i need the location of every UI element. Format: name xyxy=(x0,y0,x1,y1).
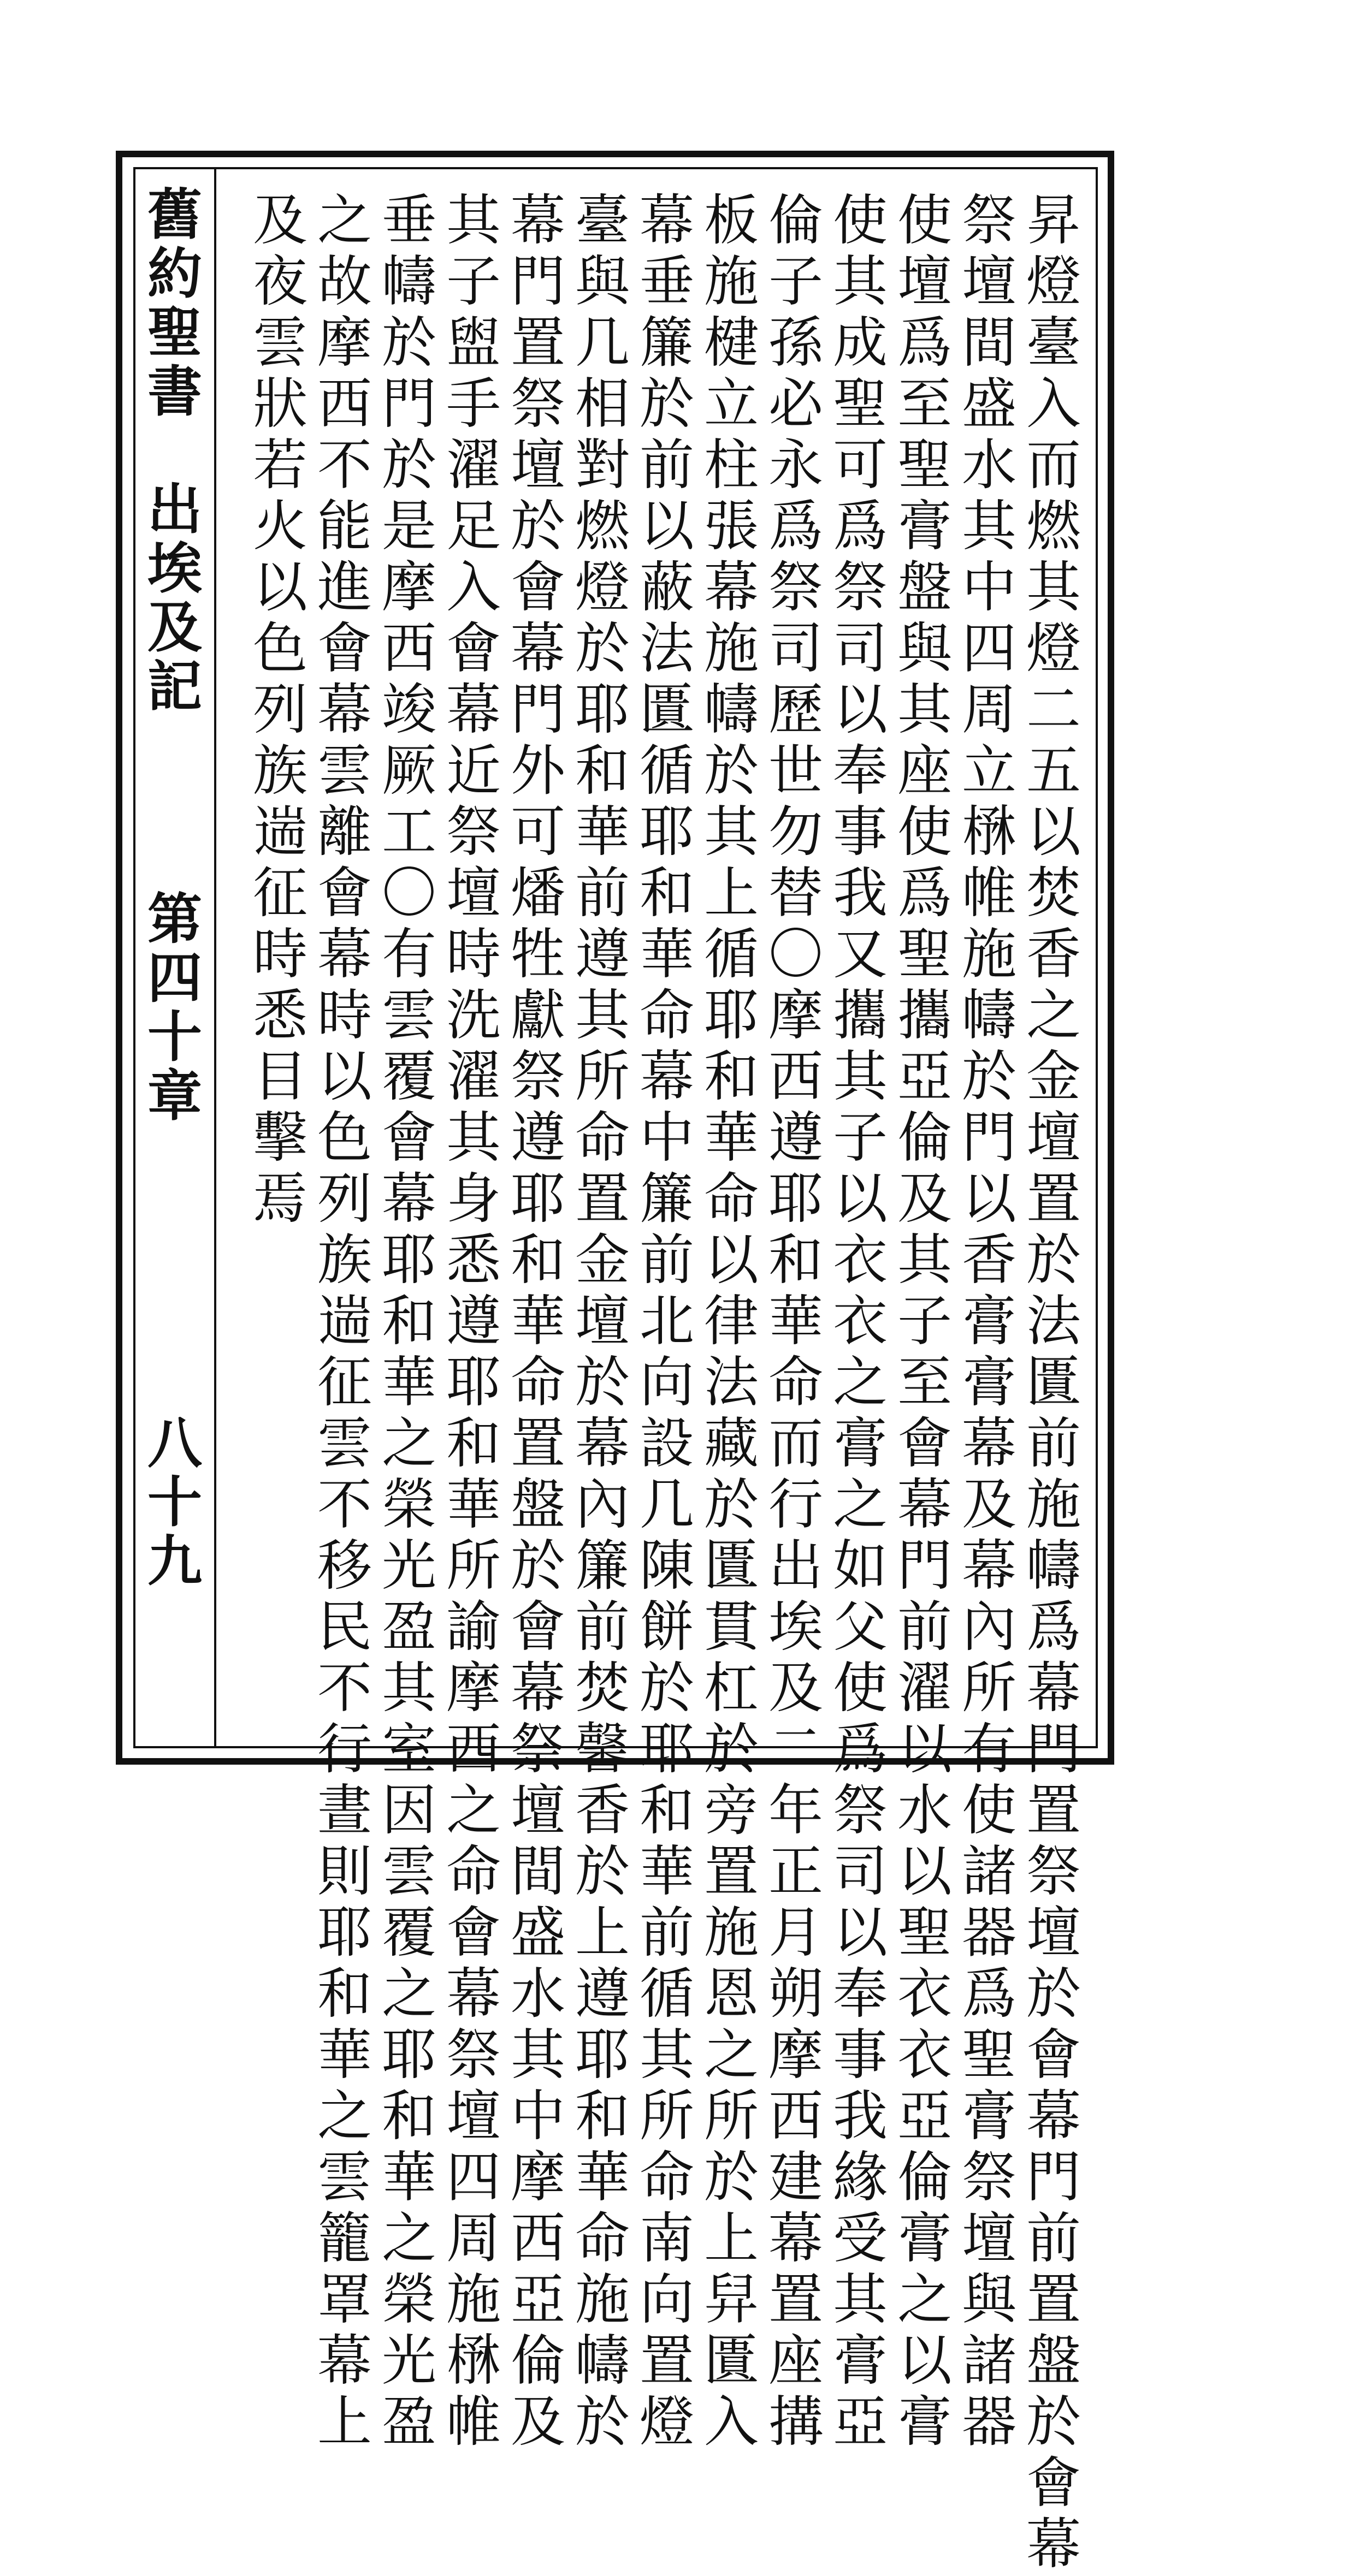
text-column-13: 及夜雲狀若火以色列族遄征時悉目擊焉 xyxy=(244,191,308,1231)
text-column-1: 昇燈臺入而燃其燈二五以焚香之金壇置於法匱前施幬爲幕門置祭壇於會幕門前置盤於會幕 xyxy=(1017,191,1081,2576)
text-column-8: 臺與几相對燃燈於耶和華前遵其所命置金壇於幕內簾前焚馨香於上遵耶和華命施幬於 xyxy=(566,191,630,2454)
text-column-5: 倫子孫必永爲祭司歷世勿替〇摩西遵耶和華命而行出埃及二年正月朔摩西建幕置座搆 xyxy=(759,191,823,2454)
text-column-4: 使其成聖可爲祭司以奉事我又攜其子以衣衣之膏之如父使爲祭司以奉事我緣受其膏亞 xyxy=(824,191,888,2454)
book-name: 出埃及記 xyxy=(138,480,203,716)
text-column-2: 祭壇間盛水其中四周立㮊帷施幬於門以香膏膏幕及幕內所有使諸器爲聖膏祭壇與諸器 xyxy=(953,191,1016,2454)
chapter-heading: 第四十章 xyxy=(138,890,203,1126)
text-column-7: 幕垂簾於前以蔽法匱循耶和華命幕中簾前北向設几陳餅於耶和華前循其所命南向置燈 xyxy=(630,191,694,2454)
text-column-6: 板施楗立柱張幕施幬於其上循耶和華命以律法藏於匱貫杠於旁置施恩之所於上舁匱入 xyxy=(695,191,759,2454)
text-column-10: 其子盥手濯足入會幕近祭壇時洗濯其身悉遵耶和華所諭摩西之命會幕祭壇四周施㮊帷 xyxy=(437,191,501,2454)
page-number: 八十九 xyxy=(138,1414,203,1591)
text-column-3: 使壇爲至聖膏盤與其座使爲聖攜亞倫及其子至會幕門前濯以水以聖衣衣亞倫膏之以膏 xyxy=(888,191,952,2454)
text-column-11: 垂幬於門於是摩西竣厥工〇有雲覆會幕耶和華之榮光盈其室因雲覆之耶和華之榮光盈 xyxy=(373,191,436,2454)
text-column-12: 之故摩西不能進會幕雲離會幕時以色列族遄征雲不移民不行晝則耶和華之雲籠罩幕上 xyxy=(308,191,372,2454)
book-collection-title: 舊約聖書 xyxy=(138,186,203,422)
margin-divider-rule xyxy=(214,169,216,1746)
text-column-9: 幕門置祭壇於會幕門外可燔牲獻祭遵耶和華命置盤於會幕祭壇間盛水其中摩西亞倫及 xyxy=(501,191,565,2454)
